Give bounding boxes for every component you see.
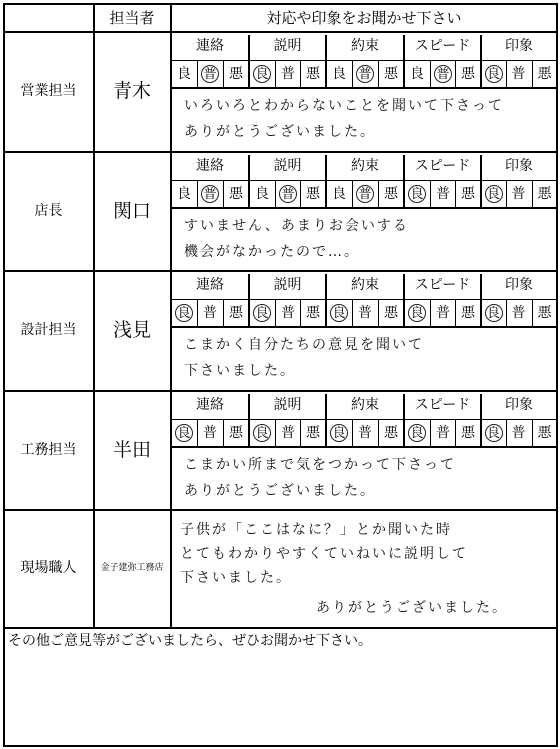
rating-option[interactable] <box>532 63 557 85</box>
comment-line: すいません、あまりお会いする <box>184 218 409 234</box>
feedback-column-header: 対応や印象をお聞かせ下さい <box>266 9 462 27</box>
rating-option-label: 良 <box>408 304 426 322</box>
rating-option-label: 良 <box>410 66 424 82</box>
rating-option[interactable] <box>532 422 557 444</box>
rating-option[interactable] <box>171 63 197 85</box>
rating-option[interactable] <box>430 422 456 444</box>
rating-option[interactable] <box>326 302 352 324</box>
rating-option[interactable] <box>300 422 326 444</box>
rating-option-label: 良 <box>408 424 426 442</box>
rating-option-label: 悪 <box>229 66 243 82</box>
craftsman-role: 現場職人 <box>20 560 77 576</box>
rating-option-label: 良 <box>332 186 346 202</box>
rating-option[interactable] <box>455 302 481 324</box>
rating-option[interactable] <box>171 302 197 324</box>
rating-option-label: 良 <box>408 185 426 203</box>
rating-option-label: 悪 <box>384 305 398 321</box>
rating-option[interactable] <box>326 183 352 205</box>
rating-option-label: 良 <box>485 304 503 322</box>
separator <box>171 446 557 448</box>
rating-option-label: 普 <box>201 65 219 83</box>
comment-line: ありがとうございました。 <box>184 483 376 499</box>
rating-option[interactable] <box>300 302 326 324</box>
category-label: 説明 <box>273 158 302 174</box>
rating-option[interactable] <box>430 183 456 205</box>
rating-option-label: 普 <box>436 305 450 321</box>
category-label: 説明 <box>273 397 302 413</box>
rating-option-label: 普 <box>434 65 452 83</box>
rating-option-label: 良 <box>177 186 191 202</box>
rating-option-label: 悪 <box>229 186 243 202</box>
craftsman-company: 金子建弥工務店 <box>100 563 164 573</box>
craftsman-comment-line: 子供が「ここはなに？」とか聞いた時 <box>180 522 452 538</box>
rating-option-label: 良 <box>253 304 271 322</box>
rating-option-label: 普 <box>511 305 526 321</box>
rating-option[interactable] <box>430 63 456 85</box>
category-label: 連絡 <box>196 158 224 174</box>
rating-option[interactable] <box>532 183 557 205</box>
rating-option[interactable] <box>481 302 506 324</box>
rating-option[interactable] <box>455 422 481 444</box>
category-label: 印象 <box>505 277 533 293</box>
rating-option-label: 悪 <box>461 305 475 321</box>
rating-option[interactable] <box>223 63 249 85</box>
rating-option-label: 普 <box>436 186 450 202</box>
separator <box>171 87 557 89</box>
comment-line: こまかく自分たちの意見を聞いて <box>184 337 424 353</box>
rating-option-label: 悪 <box>384 186 398 202</box>
rating-option-label: 良 <box>330 424 348 442</box>
comment-line: 下さいました。 <box>184 363 296 379</box>
rating-option-label: 良 <box>175 424 193 442</box>
rating-option-label: 良 <box>253 65 271 83</box>
rating-option[interactable] <box>275 422 301 444</box>
category-label: スピード <box>414 397 471 413</box>
rating-option[interactable] <box>171 183 197 205</box>
category-label: 約束 <box>351 38 379 54</box>
row-role: 工務担当 <box>20 442 77 458</box>
rating-option-label: 普 <box>281 425 295 441</box>
rating-option[interactable] <box>481 422 506 444</box>
row-role: 設計担当 <box>20 322 77 338</box>
rating-option[interactable] <box>378 302 404 324</box>
rating-option-label: 普 <box>511 66 526 82</box>
rating-option-label: 普 <box>203 425 217 441</box>
rating-option[interactable] <box>300 183 326 205</box>
rating-option[interactable] <box>197 183 223 205</box>
rating-option-label: 普 <box>511 425 526 441</box>
rating-option[interactable] <box>404 302 430 324</box>
rating-option-label: 普 <box>356 65 374 83</box>
craftsman-comment-line: 下さいました。 <box>180 570 292 586</box>
rating-option-label: 悪 <box>537 186 552 202</box>
comment-line: ありがとうございました。 <box>184 124 376 140</box>
rating-option[interactable] <box>506 63 531 85</box>
comment-line: 機会がなかったので…。 <box>184 244 360 260</box>
rating-option[interactable] <box>455 63 481 85</box>
separator <box>171 299 557 300</box>
rating-option-label: 悪 <box>384 425 398 441</box>
rating-option-label: 良 <box>253 424 271 442</box>
rating-option[interactable] <box>352 183 378 205</box>
rating-option-label: 悪 <box>306 305 320 321</box>
rating-option-label: 悪 <box>306 425 320 441</box>
comment-line: こまかい所まで気をつかって下さって <box>184 457 456 473</box>
rating-option-label: 悪 <box>461 66 475 82</box>
category-label: 連絡 <box>196 277 224 293</box>
rating-option[interactable] <box>249 302 275 324</box>
rating-option[interactable] <box>275 183 301 205</box>
rating-option[interactable] <box>404 63 430 85</box>
other-comments-area[interactable] <box>5 652 556 745</box>
separator <box>171 180 557 181</box>
category-label: 説明 <box>273 277 302 293</box>
rating-option-label: 悪 <box>461 425 475 441</box>
rating-option[interactable] <box>249 422 275 444</box>
craftsman-comment-line: とてもわかりやすくていねいに説明して <box>180 546 468 562</box>
rating-option[interactable] <box>506 302 531 324</box>
category-label: スピード <box>414 38 471 54</box>
rating-option-label: 普 <box>203 305 217 321</box>
rating-option[interactable] <box>171 422 197 444</box>
rating-option-label: 普 <box>358 425 372 441</box>
row-role: 営業担当 <box>20 83 77 99</box>
separator <box>171 419 557 420</box>
rating-option-label: 普 <box>281 66 295 82</box>
rating-option-label: 良 <box>332 66 346 82</box>
row-person: 関口 <box>112 200 151 222</box>
category-label: 印象 <box>505 158 533 174</box>
rating-option-label: 悪 <box>306 186 320 202</box>
rating-option-label: 普 <box>201 185 219 203</box>
comment-line: いろいろとわからないことを聞いて下さって <box>184 98 504 114</box>
staff-column-header: 担当者 <box>109 9 155 27</box>
rating-option[interactable] <box>352 302 378 324</box>
category-label: 約束 <box>351 158 379 174</box>
rating-option[interactable] <box>378 422 404 444</box>
rating-option[interactable] <box>249 183 275 205</box>
rating-option[interactable] <box>275 63 301 85</box>
category-label: 印象 <box>505 397 533 413</box>
rating-option-label: 良 <box>255 186 269 202</box>
rating-option-label: 良 <box>330 304 348 322</box>
rating-option-label: 悪 <box>229 305 243 321</box>
craftsman-comment-line: ありがとうございました。 <box>316 600 508 616</box>
rating-option[interactable] <box>506 183 531 205</box>
rating-option[interactable] <box>326 422 352 444</box>
rating-option[interactable] <box>455 183 481 205</box>
rating-option-label: 悪 <box>461 186 475 202</box>
rating-option-label: 悪 <box>537 305 552 321</box>
rating-option-label: 良 <box>485 424 503 442</box>
rating-option[interactable] <box>223 183 249 205</box>
rating-option[interactable] <box>430 302 456 324</box>
rating-option-label: 普 <box>436 425 450 441</box>
row-person: 半田 <box>112 439 151 461</box>
rating-option[interactable] <box>197 422 223 444</box>
rating-option-label: 良 <box>485 185 503 203</box>
separator <box>171 207 557 209</box>
rating-option[interactable] <box>378 63 404 85</box>
rating-option-label: 良 <box>175 304 193 322</box>
rating-option-label: 普 <box>511 186 526 202</box>
rating-option[interactable] <box>223 422 249 444</box>
rating-option-label: 悪 <box>537 66 552 82</box>
category-label: 連絡 <box>196 397 224 413</box>
rating-option[interactable] <box>326 63 352 85</box>
rating-option-label: 普 <box>358 305 372 321</box>
category-label: 約束 <box>351 397 379 413</box>
rating-option-label: 良 <box>485 65 503 83</box>
rating-option[interactable] <box>197 63 223 85</box>
rating-option-label: 悪 <box>537 425 552 441</box>
category-label: 連絡 <box>196 38 224 54</box>
category-label: 約束 <box>351 277 379 293</box>
rating-option[interactable] <box>404 422 430 444</box>
rating-option-label: 悪 <box>229 425 243 441</box>
rating-option[interactable] <box>404 183 430 205</box>
separator <box>3 627 558 629</box>
category-label: 印象 <box>505 38 533 54</box>
rating-option[interactable] <box>352 422 378 444</box>
rating-option[interactable] <box>275 302 301 324</box>
rating-option[interactable] <box>223 302 249 324</box>
separator <box>171 326 557 328</box>
row-person: 浅見 <box>112 319 151 341</box>
rating-option[interactable] <box>481 183 506 205</box>
rating-option[interactable] <box>378 183 404 205</box>
rating-option-label: 普 <box>356 185 374 203</box>
rating-option-label: 悪 <box>384 66 398 82</box>
rating-option[interactable] <box>506 422 531 444</box>
separator <box>171 60 557 61</box>
rating-option[interactable] <box>352 63 378 85</box>
rating-option[interactable] <box>249 63 275 85</box>
category-label: 説明 <box>273 38 302 54</box>
rating-option[interactable] <box>481 63 506 85</box>
other-comments-label: その他ご意見等がございましたら、ぜひお聞かせ下さい。 <box>8 633 372 649</box>
category-label: スピード <box>414 277 471 293</box>
category-label: スピード <box>414 158 471 174</box>
rating-option[interactable] <box>532 302 557 324</box>
rating-option-label: 普 <box>281 305 295 321</box>
rating-option-label: 良 <box>177 66 191 82</box>
row-role: 店長 <box>34 203 63 219</box>
rating-option-label: 悪 <box>306 66 320 82</box>
rating-option[interactable] <box>197 302 223 324</box>
row-person: 青木 <box>112 80 151 102</box>
rating-option[interactable] <box>300 63 326 85</box>
rating-option-label: 普 <box>279 185 297 203</box>
